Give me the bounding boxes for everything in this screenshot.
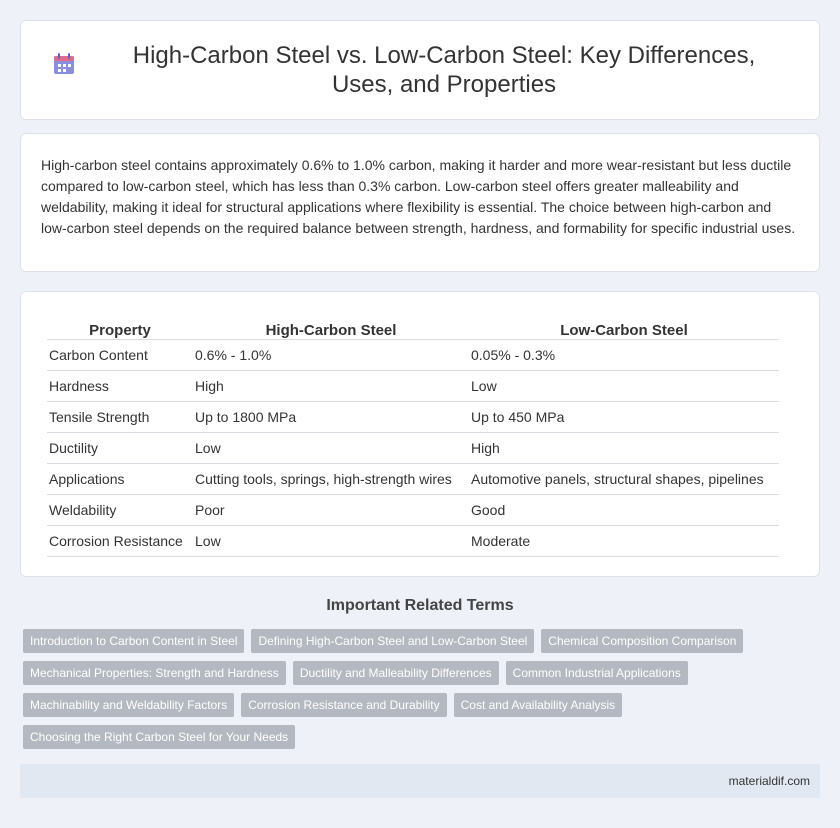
table-cell: Low [469,370,779,401]
table-cell: Ductility [47,432,193,463]
table-row [47,432,779,463]
calendar-icon [51,51,77,77]
related-term-tag[interactable]: Mechanical Properties: Strength and Hardness [23,661,286,685]
table-cell: Hardness [47,370,193,401]
column-header-property: Property [47,316,193,339]
table-row [47,339,779,370]
comparison-table [47,316,779,557]
table-cell: High [193,370,469,401]
table-cell: 0.05% - 0.3% [469,339,779,370]
related-terms-list [23,629,803,757]
related-term-tag[interactable]: Chemical Composition Comparison [541,629,743,653]
table-cell: Up to 450 MPa [469,401,779,432]
table-cell: Poor [193,494,469,525]
table-cell: Moderate [469,525,779,556]
related-term-tag[interactable]: Common Industrial Applications [506,661,688,685]
intro-paragraph: High-carbon steel contains approximately 0.6% to 1.0% carbon, making it harder and more wear-resistant but less ductile compared to low-carbon steel, which has less than 0.3% carbon. Low-carbon steel offers greater malleability and weldability, making it ideal for structural applications where flexibility is essential. The choice between high-carbon and low-carbon steel depends on the required balance between strength, hardness, and formability for specific industrial uses. [41,157,796,236]
table-cell: 0.6% - 1.0% [193,339,469,370]
footer-site-link[interactable]: materialdif.com [728,774,810,788]
header-card [20,20,820,120]
comparison-table-card [20,291,820,577]
table-cell: Cutting tools, springs, high-strength wires [193,463,469,494]
table-row [47,494,779,525]
table-cell: Automotive panels, structural shapes, pipelines [469,463,779,494]
table-cell: Applications [47,463,193,494]
table-cell: Low [193,525,469,556]
table-row [47,525,779,556]
related-term-tag[interactable]: Ductility and Malleability Differences [293,661,499,685]
table-cell: Good [469,494,779,525]
header-inner [40,41,800,99]
intro-card [20,133,820,272]
table-row [47,401,779,432]
page-title: High-Carbon Steel vs. Low-Carbon Steel: Key Differences, Uses, and Properties [132,42,756,98]
table-cell: Corrosion Resistance [47,525,193,556]
table-cell: Up to 1800 MPa [193,401,469,432]
related-term-tag[interactable]: Corrosion Resistance and Durability [241,693,446,717]
table-row [47,463,779,494]
column-header-low-carbon: Low-Carbon Steel [469,316,779,339]
table-row [47,370,779,401]
column-header-high-carbon: High-Carbon Steel [193,316,469,339]
table-cell: High [469,432,779,463]
table-header-row [47,316,779,339]
related-terms-title: Important Related Terms [326,597,514,614]
related-term-tag[interactable]: Defining High-Carbon Steel and Low-Carbon Steel [251,629,534,653]
related-term-tag[interactable]: Introduction to Carbon Content in Steel [23,629,244,653]
related-term-tag[interactable]: Machinability and Weldability Factors [23,693,234,717]
table-cell: Carbon Content [47,339,193,370]
table-cell: Low [193,432,469,463]
table-cell: Weldability [47,494,193,525]
footer [20,764,820,798]
related-term-tag[interactable]: Cost and Availability Analysis [454,693,623,717]
related-term-tag[interactable]: Choosing the Right Carbon Steel for Your Needs [23,725,295,749]
table-cell: Tensile Strength [47,401,193,432]
